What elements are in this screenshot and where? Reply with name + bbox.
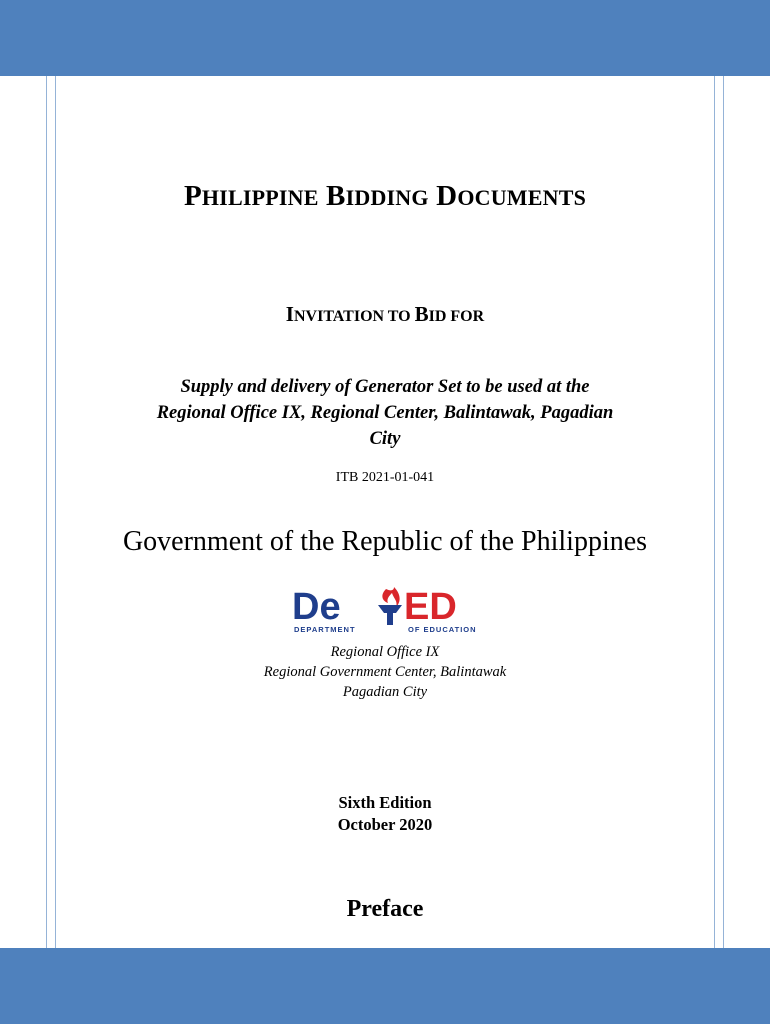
office-line-2: Regional Government Center, Balintawak [263,664,507,680]
header-band [0,0,770,76]
document-title: PHILIPPINE BIDDING DOCUMENTS [183,180,587,212]
government-heading: Government of the Republic of the Philippines [122,526,648,557]
edition-line: Sixth Edition [338,793,432,812]
project-line-2: Regional Office IX, Regional Center, Balintawak, Pagadian [156,403,614,423]
project-line-3: City [369,429,401,449]
logo-wordmark-left: De [292,586,341,628]
office-line-1: Regional Office IX [330,644,440,660]
logo-wordmark-right: ED [404,586,457,628]
project-description [90,374,680,452]
itb-number: ITB 2021-01-041 [335,470,435,485]
office-line-3: Pagadian City [342,684,428,700]
preface-heading: Preface [346,896,424,922]
project-line-1: Supply and delivery of Generator Set to be used at the [180,377,590,397]
invitation-heading: INVITATION TO BID FOR [285,302,485,326]
office-address [0,642,770,702]
edition-date: October 2020 [337,815,433,834]
edition-info [0,792,770,836]
deped-logo [290,583,480,635]
footer-band [0,948,770,1024]
torch-icon [378,587,402,625]
logo-tagline-left: DEPARTMENT [294,625,356,634]
logo-tagline-right: OF EDUCATION [408,625,477,634]
